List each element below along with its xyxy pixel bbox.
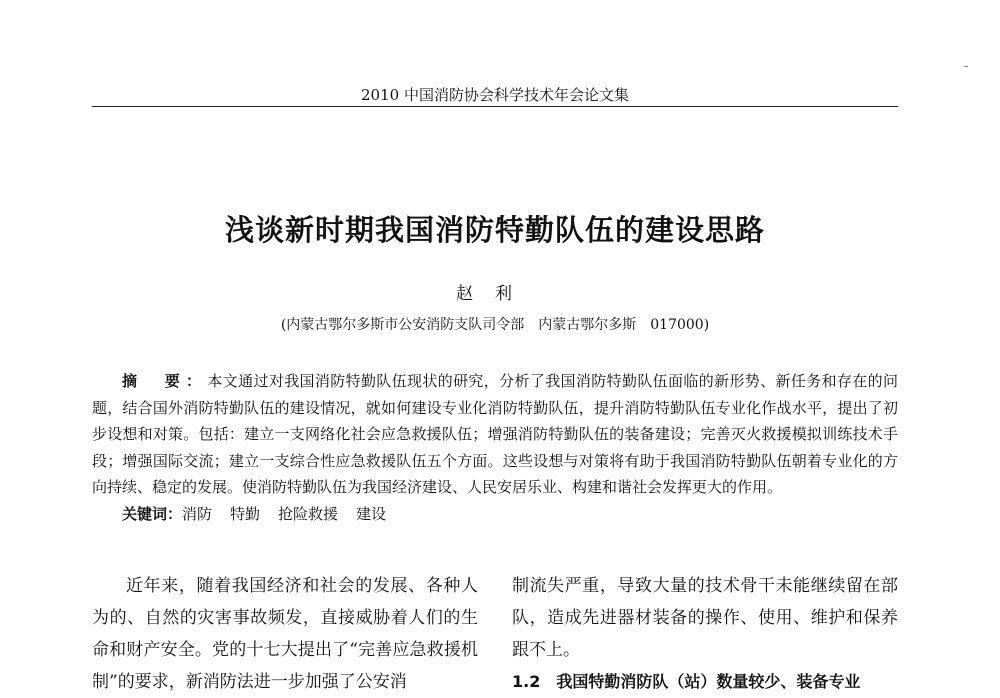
abstract-text: 本文通过对我国消防特勤队伍现状的研究，分析了我国消防特勤队伍面临的新形势、新任务和存在的问题，结合国外消防特勤队伍的建设情况，就如何建设专业化消防特勤队伍，提升消防特勤队伍专业化作战水平，提出了初步设想和对策。包括：建立一支网络化社会应急救援队伍；增强消防特勤队伍的装备建设；完善灭火救援模拟训练技术手段；增强国际交流；建立一支综合性应急救援队伍五个方面。这些设想与对策将有助于我国消防特勤队伍朝着专业化的方向持续、稳定的发展。使消防特勤队伍为我国经济建设、人民安居乐业、构建和谐社会发挥更大的作用。 (92, 372, 898, 496)
keywords-line (92, 501, 898, 528)
running-header: 2010 中国消防协会科学技术年会论文集 (92, 84, 898, 107)
paper-title: 浅谈新时期我国消防特勤队伍的建设思路 (224, 213, 765, 247)
author-affiliation: (内蒙古鄂尔多斯市公安消防支队司令部 内蒙古鄂尔多斯 017000) (280, 317, 710, 333)
scan-speck (964, 66, 968, 67)
body-paragraph: 近年来，随着我国经济和社会的发展、各种人为的、自然的灾害事故频发，直接威胁着人们的生命和财产安全。党的十七大提出了“完善应急救援机制”的要求，新消防法进一步加强了公安消 (92, 576, 478, 692)
abstract-block (92, 368, 898, 527)
abstract-label: 摘 要： (122, 372, 208, 390)
keywords-label: 关键词： (122, 504, 183, 523)
body-column-left (92, 570, 478, 698)
keyword: 建设 (356, 504, 387, 523)
body-column-right (512, 570, 898, 698)
author-name: 赵利 (456, 284, 534, 304)
keyword: 抢险救援 (278, 504, 339, 523)
section-heading: 1.2 我国特勤消防队（站）数量较少、装备专业 (512, 672, 861, 691)
body-paragraph: 制流失严重，导致大量的技术骨干未能继续留在部队，造成先进器材装备的操作、使用、维护和保养跟不上。 (512, 576, 898, 660)
keyword: 消防 (182, 504, 213, 523)
keyword: 特勤 (230, 504, 261, 523)
abstract-paragraph (92, 368, 898, 501)
